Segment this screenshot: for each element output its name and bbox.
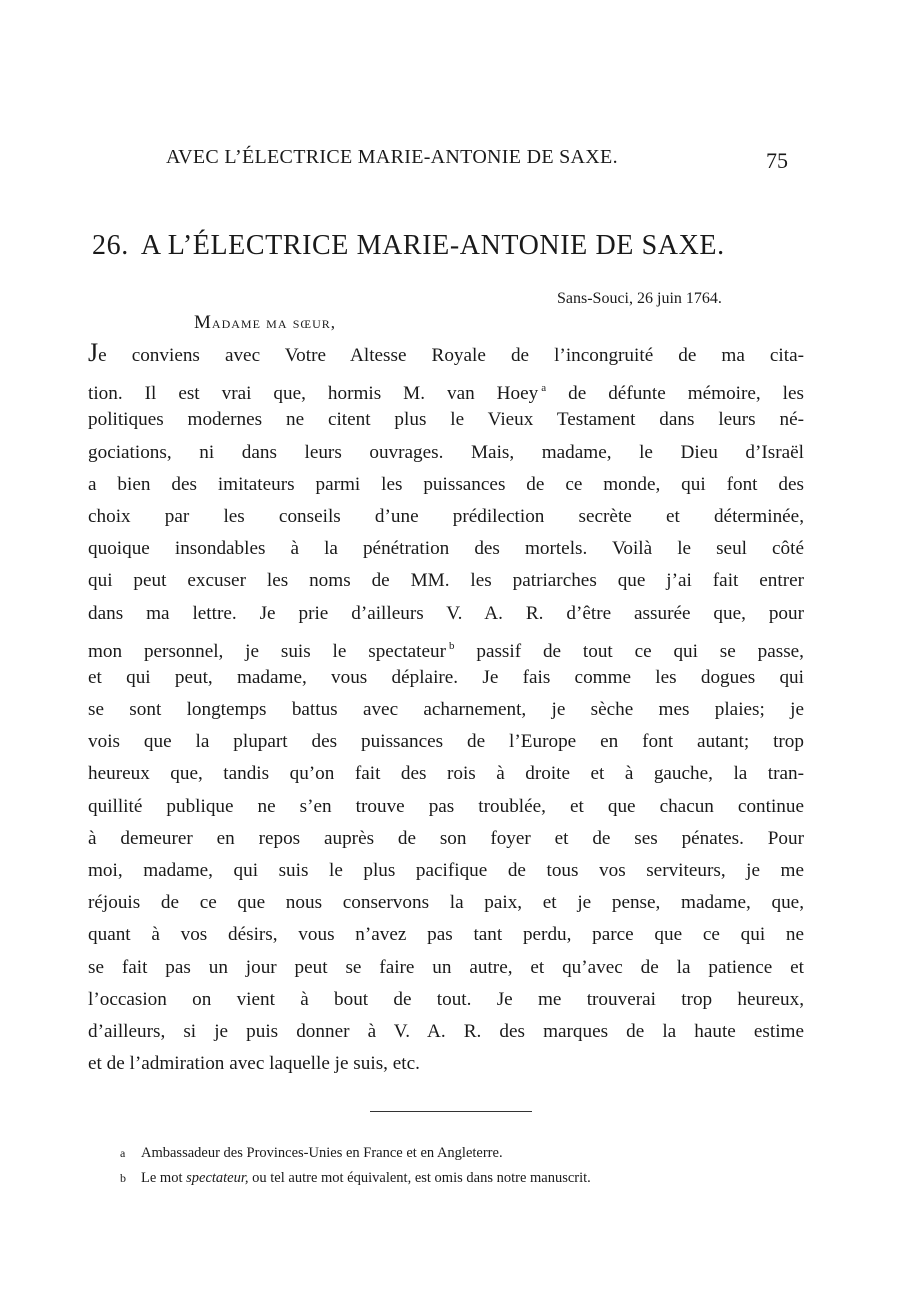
body-line: heureux que, tandis qu’on fait des rois à droite et à gauche, la tran- [88, 763, 804, 785]
body-line: Je conviens avec Votre Altesse Royale de l’incongruité de ma cita- [88, 338, 804, 367]
body-line: se sont longtemps battus avec acharnement, je sèche mes plaies; je [88, 699, 804, 721]
salutation [194, 312, 336, 334]
body-line: quillité publique ne s’en trouve pas troublée, et que chacun continue [88, 795, 804, 817]
body-line: choix par les conseils d’une prédilection secrète et déterminée, [88, 505, 804, 527]
body-line: quoique insondables à la pénétration des mortels. Voilà le seul côté [88, 538, 804, 560]
letter-title: A L’ÉLECTRICE MARIE-ANTONIE DE SAXE. [140, 230, 725, 261]
footnote-marker: b [120, 1171, 126, 1185]
body-line: tion. Il est vrai que, hormis M. van Hoey $^a$ de défunte mémoire, les [88, 382, 804, 405]
salutation-rest: adame ma sœur, [211, 313, 337, 332]
footnote-a [120, 1141, 820, 1166]
body-line: d’ailleurs, si je puis donner à V. A. R. des marques de la haute estime [88, 1020, 804, 1042]
body-line: l’occasion on vient à bout de tout. Je me trouverai trop heureux, [88, 988, 804, 1010]
footnotes [120, 1141, 820, 1191]
footnote-separator [370, 1111, 532, 1112]
letter-body [88, 340, 804, 1080]
page-number: 75 [766, 148, 788, 173]
footnote-ref-a: a [541, 382, 547, 395]
running-title: AVEC L’ÉLECTRICE MARIE-ANTONIE DE SAXE. [166, 146, 618, 168]
footnote-emphasis: spectateur, [186, 1170, 249, 1186]
dateline: Sans-Souci, 26 juin 1764. [557, 290, 722, 307]
salutation-initial: M [194, 312, 212, 333]
body-line: se fait pas un jour peut se faire un autre, et qu’avec de la patience et [88, 956, 804, 978]
body-line: vois que la plupart des puissances de l’Europe en font autant; trop [88, 731, 804, 753]
body-line: qui peut excuser les noms de MM. les patriarches que j’ai fait entrer [88, 570, 804, 592]
body-line: moi, madame, qui suis le plus pacifique de tous vos serviteurs, je me [88, 860, 804, 881]
letter-number: 26. [92, 230, 129, 261]
drop-cap: J [88, 338, 99, 367]
body-line: mon personnel, je suis le spectateur $^b$ passif de tout ce qui se passe, [88, 639, 804, 662]
footnote-ref-b: b [449, 639, 455, 652]
body-line: quant à vos désirs, vous n’avez pas tant perdu, parce que ce qui ne [88, 924, 804, 946]
footnote-text: Ambassadeur des Provinces-Unies en France et en Angleterre. [141, 1145, 503, 1161]
body-line: a bien des imitateurs parmi les puissances de ce monde, qui font des [88, 473, 804, 495]
body-line: et qui peut, madame, vous déplaire. Je fais comme les dogues qui [88, 666, 804, 688]
body-line: à demeurer en repos auprès de son foyer et de ses pénates. Pour [88, 827, 804, 849]
body-line: politiques modernes ne citent plus le Vieux Testament dans leurs né- [88, 409, 804, 431]
body-line: réjouis de ce que nous conservons la paix, et je pense, madame, que, [88, 892, 804, 914]
body-line: gociations, ni dans leurs ouvrages. Mais, madame, le Dieu d’Israël [88, 441, 804, 463]
body-line: et de l’admiration avec laquelle je suis, etc. [88, 1053, 420, 1075]
footnote-b: b Le mot spectateur, ou tel autre mot équivalent, est omis dans notre manuscrit. [120, 1166, 820, 1191]
running-head [0, 146, 900, 176]
footnote-marker: a [120, 1146, 126, 1160]
body-line: dans ma lettre. Je prie d’ailleurs V. A. R. d’être assurée que, pour [88, 602, 804, 624]
letter-heading [92, 230, 812, 262]
